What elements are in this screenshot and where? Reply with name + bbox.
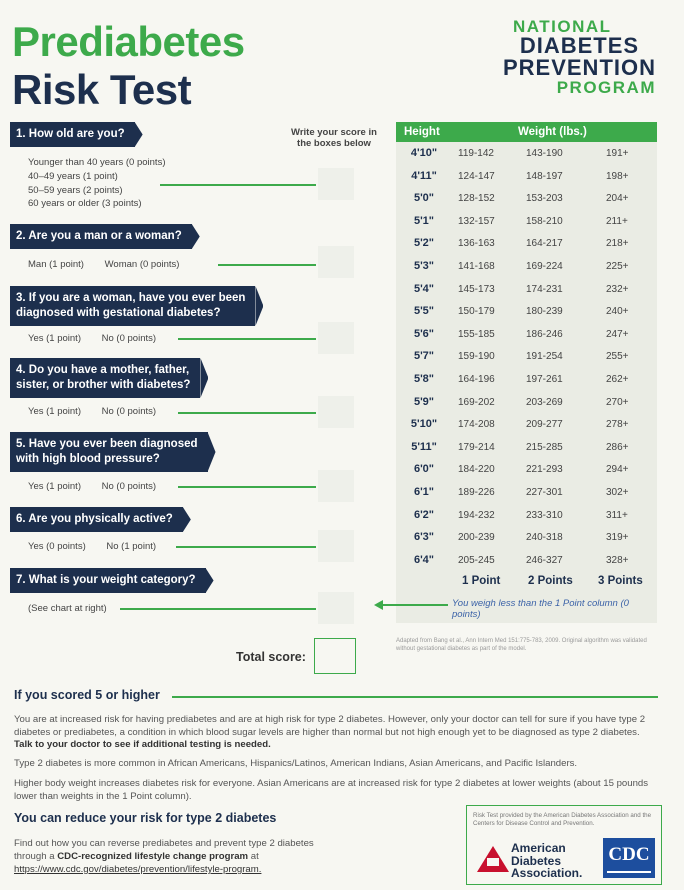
height-cell: 5'3" [413,259,435,272]
weight-cell: 155-185 [458,328,495,340]
option: Yes (1 point) [28,481,81,492]
connector-line [178,486,316,488]
option: 60 years or older (3 points) [28,198,142,210]
weight-cell: 184-220 [458,464,495,476]
table-row [396,413,657,436]
question-3-options [28,332,174,346]
height-cell: 6'3" [413,531,435,544]
paragraph-risk-text: You are at increased risk for having prediabetes and are at high risk for type 2 diabetes. However, only your doctor can tell for sure if you have type 2 diabetes or prediabetes, a condition in which blood sugar levels are higher than normal but not high enough yet to be diagnosed as type 2 diabetes. [14,714,646,738]
weight-cell: 262+ [606,373,629,385]
height-cell: 5'7" [413,350,435,363]
table-row [396,323,657,346]
points-1: 1 Point [462,575,501,588]
score-box-7[interactable] [318,592,354,624]
question-3-line-1: 3. If you are a woman, have you ever been [16,292,246,304]
connector-line [178,338,316,340]
option: 50–59 years (2 points) [28,184,123,196]
question-3-line-2: diagnosed with gestational diabetes? [16,306,221,319]
weight-cell: 145-173 [458,283,495,295]
option: No (0 points) [101,481,157,492]
connector-line [176,546,316,548]
weight-cell: 119-142 [458,148,494,159]
weight-cell: 158-210 [526,215,563,227]
score-box-3[interactable] [318,322,354,354]
height-cell: 5'4" [413,282,435,295]
height-cell: 6'1" [413,485,435,498]
height-cell: 5'6" [413,327,435,340]
question-5-options [28,480,174,494]
weight-cell: 143-190 [526,148,563,159]
weight-cell: 233-310 [526,509,563,521]
question-4-options [28,405,174,419]
height-cell: 5'2" [413,237,435,250]
program-logo-line-2: DIABETES [519,33,640,58]
weight-cell: 215-285 [526,441,563,453]
question-7: 7. What is your weight category? [10,568,206,593]
connector-line [160,184,316,186]
height-cell: 5'1" [413,214,435,227]
weight-cell: 164-196 [458,373,495,385]
table-row [396,504,657,527]
heading-rule [172,696,658,698]
table-row [396,436,657,459]
weight-cell: 227-301 [526,486,563,498]
score-box-1[interactable] [318,168,354,200]
weight-cell: 164-217 [526,238,563,250]
arrow-left-icon [374,600,383,610]
table-row [396,278,657,301]
title-line-2: Risk Test [12,66,192,113]
weight-cell: 153-203 [526,193,563,205]
question-6: 6. Are you physically active? [10,507,183,532]
weight-cell: 270+ [606,396,629,408]
option: No (1 point) [106,541,157,552]
question-1: 1. How old are you? [10,122,135,147]
option: Younger than 40 years (0 points) [28,157,166,168]
weight-cell: 205-245 [458,554,495,566]
height-cell: 5'5" [413,305,435,318]
table-row [396,481,657,504]
lifestyle-program-url[interactable]: https://www.cdc.gov/diabetes/prevention/lifestyle-program. [14,863,262,875]
program-logo-line-1: NATIONAL [512,17,612,36]
height-cell: 5'0" [413,192,435,205]
question-4-line-2: sister, or brother with diabetes? [16,378,191,391]
weight-cell: 148-197 [526,170,563,182]
paragraph-risk [14,714,660,752]
header-height: Height [404,126,440,138]
weight-cell: 240-318 [526,532,563,544]
table-row [396,142,657,165]
connector-line [218,264,316,266]
score-box-2[interactable] [318,246,354,278]
ada-logo-line: Diabetes [511,853,562,868]
height-cell: 4'10" [410,147,438,159]
weight-cell: 232+ [606,283,629,295]
table-row [396,549,657,572]
weight-cell: 136-163 [458,238,495,250]
arrow-line [382,604,448,606]
weight-cell: 286+ [606,441,629,453]
weight-cell: 328+ [606,554,629,566]
option: No (0 points) [101,333,157,344]
connector-line [178,412,316,414]
option: Yes (0 points) [28,541,86,552]
weight-cell: 225+ [606,260,629,272]
ada-logo-text [511,842,582,880]
table-row [396,391,657,414]
option: No (0 points) [101,406,157,417]
weight-cell: 186-246 [526,328,563,340]
paragraph-risk-bold: Talk to your doctor to see if additional testing is needed. [14,739,271,751]
table-row [396,165,657,188]
question-4 [10,358,200,398]
program-logo-line-4: PROGRAM [556,78,656,97]
weight-cell: 128-152 [458,193,495,205]
write-score-note: Write your score in the boxes below [291,127,377,149]
weight-cell: 200-239 [458,532,495,544]
weight-cell: 209-277 [526,419,563,431]
weight-table-body [396,142,657,571]
option: Yes (1 point) [28,406,81,417]
option: Yes (1 point) [28,333,81,344]
adapted-note: Adapted from Bang et al., Ann Intern Med 151:775-783, 2009. Original algorithm was validated without gestational diabetes as part of the model. [396,638,647,653]
weight-cell: 198+ [606,170,629,182]
weight-cell: 169-224 [526,260,563,272]
height-cell: 5'8" [413,372,435,385]
weight-cell: 278+ [606,419,629,431]
scored-heading: If you scored 5 or higher [14,688,160,702]
find-text-2: at [250,850,259,862]
weight-cell: 141-168 [458,260,495,272]
height-cell: 6'4" [413,553,435,566]
height-cell: 5'11" [411,440,437,453]
option: (See chart at right) [28,603,107,614]
weight-cell: 211+ [606,215,628,227]
header-weight: Weight (lbs.) [518,126,587,138]
height-cell: 5'9" [413,395,435,408]
weight-cell: 194-232 [458,509,495,521]
table-row [396,368,657,391]
ada-logo-line: Association. [511,866,583,881]
height-cell: 4'11" [411,169,437,182]
option: Woman (0 points) [104,259,180,270]
reduce-heading: You can reduce your risk for type 2 diabetes [14,811,277,825]
table-row [396,345,657,368]
weight-cell: 255+ [606,351,629,363]
ada-logo-line: American [511,841,566,855]
program-logo-line-3: PREVENTION [502,55,656,80]
provider-text: Risk Test provided by the American Diabetes Association and the Centers for Disease Control and Prevention. [473,812,652,828]
weight-cell: 294+ [606,464,629,476]
program-link-text: CDC-recognized lifestyle change program [57,850,249,862]
title-line-1: Prediabetes [12,18,245,65]
height-cell: 5'10" [410,418,438,431]
question-2: 2. Are you a man or a woman? [10,224,192,249]
weight-cell: 159-190 [458,351,495,363]
question-6-options [28,540,174,554]
question-2-options [28,258,197,272]
height-cell: 6'0" [413,463,435,476]
weight-cell: 221-293 [526,464,563,476]
points-3: 3 Points [598,575,643,588]
weight-table [396,122,657,623]
weight-cell: 197-261 [526,373,563,385]
find-text-1: Find out how you can reverse prediabetes and prevent type 2 diabetes through a [14,838,314,862]
weight-cell: 311+ [606,509,628,521]
points-2: 2 Points [528,575,573,588]
height-cell: 6'2" [413,508,435,521]
option: 40–49 years (1 point) [28,170,118,182]
total-score-box[interactable] [314,638,356,674]
provider-box [466,805,662,885]
paragraph-populations: Type 2 diabetes is more common in African Americans, Hispanics/Latinos, American Indians, Asian Americans, and Pacific Islanders. [14,758,578,769]
zero-points-note: You weigh less than the 1 Point column (0 points) [452,598,629,620]
question-5-line-2: with high blood pressure? [16,452,160,465]
weight-cell: 319+ [606,532,629,544]
question-5 [10,432,208,472]
question-5-line-1: 5. Have you ever been diagnosed [16,438,198,450]
program-logo [503,18,656,96]
table-row [396,232,657,255]
weight-cell: 191+ [606,148,629,159]
weight-cell: 150-179 [458,306,495,318]
paragraph-weight: Higher body weight increases diabetes risk for everyone. Asian Americans are at increased risk for type 2 diabetes at lower weights (about 15 pounds lower than weights in the 1 Point column). [14,778,649,802]
weight-cell: 302+ [606,486,629,498]
question-4-line-1: 4. Do you have a mother, father, [16,364,190,376]
table-row [396,526,657,549]
weight-table-header [396,122,657,142]
question-1-options [28,156,166,211]
weight-cell: 204+ [606,193,629,205]
connector-line [120,608,316,610]
table-row [396,187,657,210]
find-out-text [14,838,344,877]
cdc-logo: CDC [603,838,655,878]
table-row [396,210,657,233]
weight-cell: 246-327 [526,554,563,566]
points-row [396,571,657,593]
table-row [396,458,657,481]
score-box-6[interactable] [318,530,354,562]
score-box-4[interactable] [318,396,354,428]
table-row [396,255,657,278]
weight-cell: 169-202 [458,396,495,408]
weight-cell: 180-239 [526,306,563,318]
weight-cell: 189-226 [458,486,495,498]
weight-cell: 218+ [606,238,629,250]
table-row [396,300,657,323]
weight-cell: 191-254 [526,351,563,363]
score-box-5[interactable] [318,470,354,502]
ada-logo-icon [477,846,509,872]
total-score-label: Total score: [236,650,306,664]
weight-cell: 240+ [606,306,629,318]
option: Man (1 point) [28,259,84,270]
question-3 [10,286,255,326]
weight-cell: 124-147 [458,170,495,182]
weight-cell: 203-269 [526,396,563,408]
weight-cell: 174-231 [526,283,563,295]
weight-cell: 247+ [606,328,629,340]
weight-cell: 132-157 [458,215,495,227]
question-7-options [28,602,125,616]
weight-cell: 174-208 [458,419,495,431]
weight-cell: 179-214 [458,441,495,453]
